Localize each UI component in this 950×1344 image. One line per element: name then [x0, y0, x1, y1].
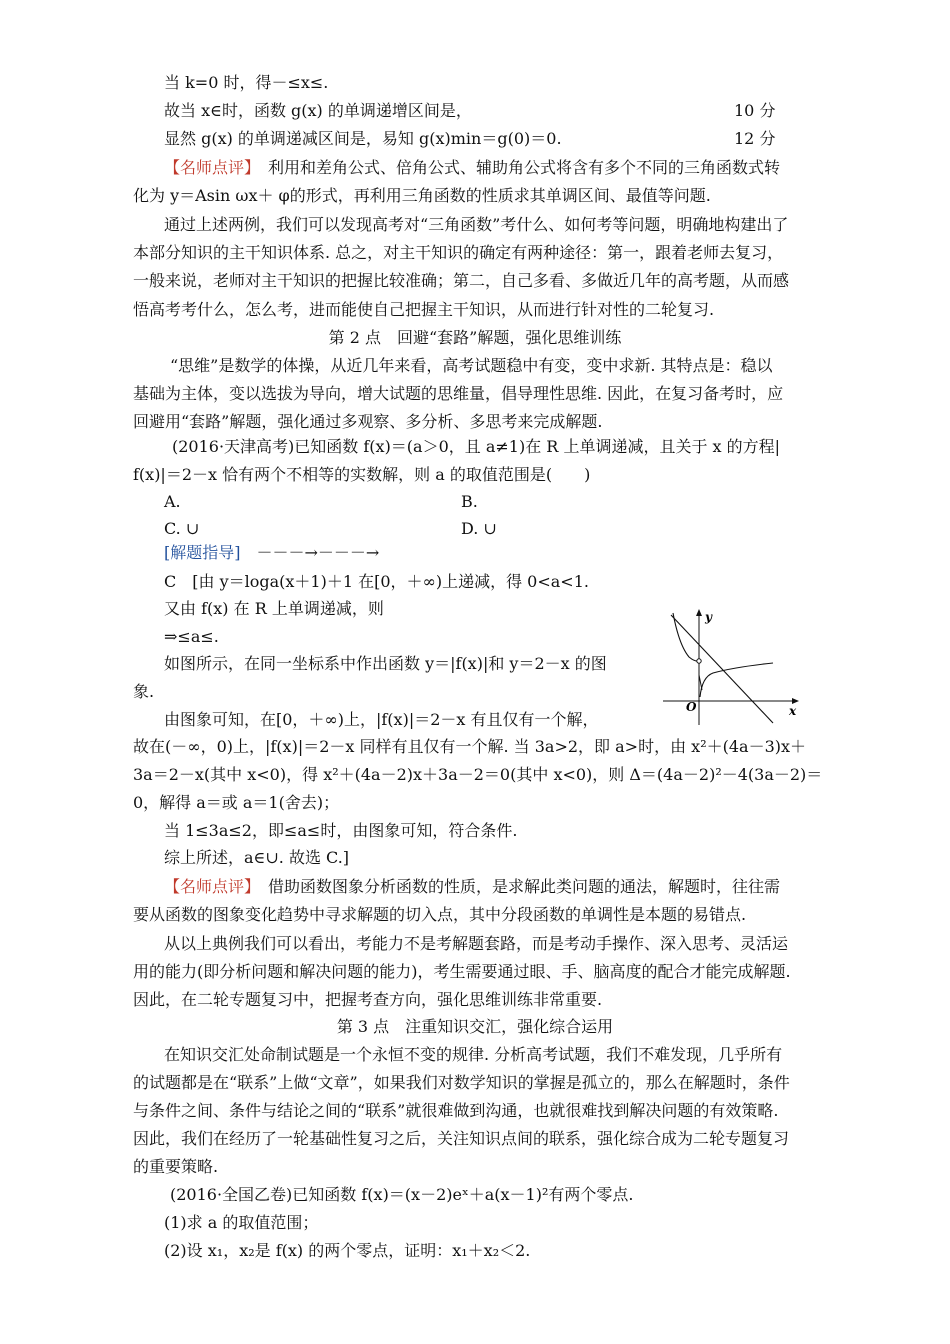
text-line: 因此，在二轮专题复习中，把握考查方向，强化思维训练非常重要.: [133, 990, 603, 1009]
y-axis-label: y: [705, 610, 712, 624]
comment-line: [164, 157, 780, 179]
problem-line: (2016·天津高考)已知函数 f(x)＝(a＞0，且 a≠1)在 R 上单调递减，且关于 x 的方程|: [172, 437, 781, 456]
comment-line: [164, 876, 780, 898]
curve-left-piece: [673, 613, 699, 661]
text-line: 的试题都是在“联系”上做“文章”，如果我们对数学知识的掌握是孤立的，那么在解题时，条件: [133, 1073, 790, 1092]
text-line: “思维”是数学的体操，从近几年来看，高考试题稳中有变，变中求新. 其特点是：稳以: [170, 356, 773, 375]
comment-text: 借助函数图象分析函数的性质，是求解此类问题的通法，解题时，往往需: [268, 877, 781, 896]
solution-line: 综上所述，a∈∪. 故选 C.]: [164, 848, 350, 867]
option-c: C. ∪: [164, 519, 200, 538]
comment-tag: 【名师点评】: [164, 877, 253, 896]
origin-label: O: [686, 700, 697, 714]
solution-line: 3a＝2－x(其中 x<0)，得 x²＋(4a－2)x＋3a－2＝0(其中 x<0)，则 Δ＝(4a－2)²－4(3a－2)＝: [133, 765, 823, 784]
guide-line: [164, 542, 379, 564]
text-line: 化为 y＝Asin ωx＋ φ的形式，再利用三角函数的性质求其单调区间、最值等问题.: [133, 186, 711, 205]
text-line: 在知识交汇处命制试题是一个永恒不变的规律. 分析高考试题，我们不难发现，几乎所有: [164, 1045, 783, 1064]
y-axis-arrow: [696, 609, 702, 616]
problem-line: (1)求 a 的取值范围；: [164, 1213, 319, 1232]
option-d: D. ∪: [461, 519, 497, 538]
solution-line: 当 1≤3a≤2，即≤a≤时，由图象可知，符合条件.: [164, 821, 518, 840]
comment-text: 利用和差角公式、倍角公式、辅助角公式将含有多个不同的三角函数式转: [268, 158, 781, 177]
text-line: 要从函数的图象变化趋势中寻求解题的切入点，其中分段函数的单调性是本题的易错点.: [133, 905, 747, 924]
score-label: 12 分: [734, 129, 776, 148]
text-line: 一般来说，老师对主干知识的把握比较准确；第二，自己多看、多做近几年的高考题，从而感: [133, 271, 790, 290]
text-line: 用的能力(即分析问题和解决问题的能力)，考生需要通过眼、手、脑高度的配合才能完成解题.: [133, 962, 791, 981]
solution-line: 如图所示，在同一坐标系中作出函数 y＝|f(x)|和 y＝2－x 的图: [164, 654, 607, 673]
solution-line: 又由 f(x) 在 R 上单调递减，则: [164, 599, 384, 618]
solution-line: ⇒≤a≤.: [164, 627, 219, 646]
solution-line: 0，解得 a＝或 a＝1(舍去)；: [133, 793, 340, 812]
text-line: 当 k=0 时，得－≤x≤.: [164, 73, 329, 92]
curve-right-piece: [700, 663, 773, 697]
open-endpoint: [697, 659, 701, 663]
option-a: A.: [164, 492, 181, 511]
guide-tag: [解题指导]: [164, 543, 241, 562]
text-line: 的重要策略.: [133, 1157, 219, 1176]
text-line: 显然 g(x) 的单调递减区间是，易知 g(x)min＝g(0)＝0.: [164, 129, 562, 148]
score-label: 10 分: [734, 101, 776, 120]
solution-line: C [由 y＝loga(x＋1)＋1 在[0，＋∞)上递减，得 0<a<1.: [164, 572, 589, 591]
text-line: 因此，我们在经历了一轮基础性复习之后，关注知识点间的联系，强化综合成为二轮专题复习: [133, 1129, 790, 1148]
solution-line: 象.: [133, 682, 155, 701]
section-heading-2: 第 2 点 回避“套路”解题，强化思维训练: [328, 328, 622, 347]
function-graph: [655, 605, 805, 730]
option-b: B.: [461, 492, 478, 511]
solution-line: 由图象可知，在[0，＋∞)上，|f(x)|＝2－x 有且仅有一个解，: [164, 710, 599, 729]
section-heading-3: 第 3 点 注重知识交汇，强化综合运用: [336, 1017, 614, 1036]
text-line: 故当 x∈时，函数 g(x) 的单调递增区间是，: [164, 101, 472, 120]
text-line: 回避用“套路”解题，强化通过多观察、多分析、多思考来完成解题.: [133, 412, 603, 431]
guide-arrows: －－－→－－－→: [256, 543, 380, 562]
text-line: 基础为主体，变以选拔为导向，增大试题的思维量，倡导理性思维. 因此，在复习备考时，应: [133, 384, 784, 403]
problem-line: (2)设 x₁，x₂是 f(x) 的两个零点，证明：x₁＋x₂＜2.: [164, 1241, 531, 1260]
text-line: 悟高考考什么，怎么考，进而能使自己把握主干知识，从而进行针对性的二轮复习.: [133, 300, 715, 319]
solution-line: 故在(－∞，0)上，|f(x)|＝2－x 同样有且仅有一个解. 当 3a>2，即 a>时，由 x²＋(4a－3)x＋: [133, 737, 807, 756]
problem-line: f(x)|＝2－x 恰有两个不相等的实数解，则 a 的取值范围是( ): [133, 465, 591, 484]
problem-line: (2016·全国乙卷)已知函数 f(x)＝(x－2)eˣ＋a(x－1)²有两个零点.: [170, 1185, 634, 1204]
text-line: 通过上述两例，我们可以发现高考对“三角函数”考什么、如何考等问题，明确地构建出了: [164, 215, 789, 234]
comment-tag: 【名师点评】: [164, 158, 253, 177]
text-line: 从以上典例我们可以看出，考能力不是考解题套路，而是考动手操作、深入思考、灵活运: [164, 934, 789, 953]
x-axis-label: x: [789, 704, 797, 718]
text-line: 与条件之间、条件与结论之间的“联系”就很难做到沟通，也就很难找到解决问题的有效策略.: [133, 1101, 779, 1120]
text-line: 本部分知识的主干知识体系. 总之，对主干知识的确定有两种途径：第一，跟着老师去复习，: [133, 243, 784, 262]
